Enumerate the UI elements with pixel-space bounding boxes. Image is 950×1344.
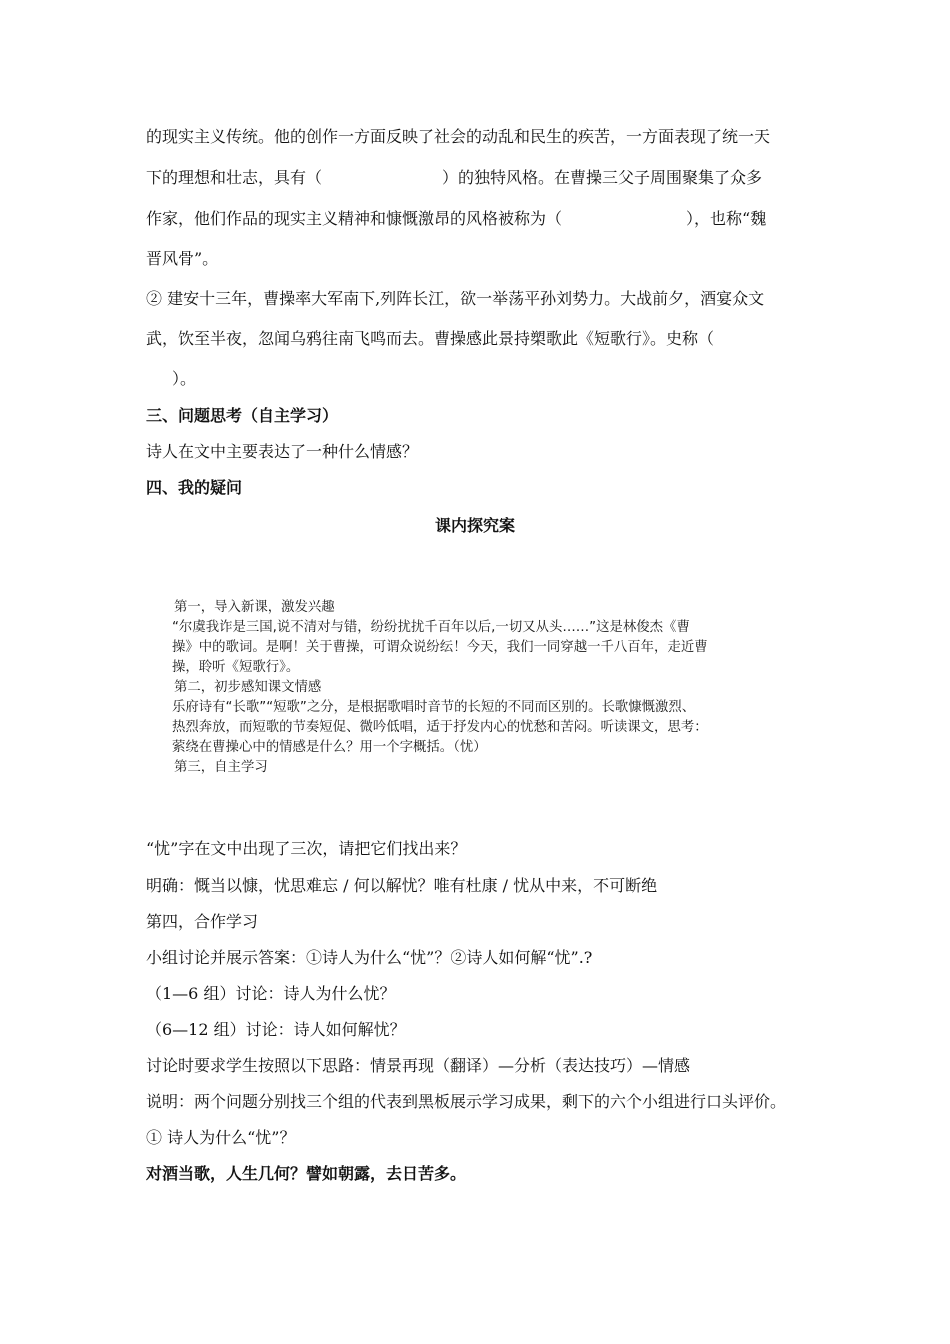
text-line: ）。 — [172, 369, 197, 388]
image-text-line: 热烈奔放，而短歌的节奏短促、微吟低唱，适于抒发内心的忧愁和苦闷。听读课文，思考： — [172, 720, 708, 735]
text-line: 晋风骨”。 — [146, 249, 219, 268]
text-line: 小组讨论并展示答案：①诗人为什么“忧”？②诗人如何解“忧”.? — [146, 948, 593, 967]
section-heading: 三、问题思考（自主学习） — [146, 406, 339, 425]
image-text-line: 第一，导入新课，激发兴趣 — [174, 600, 335, 615]
text-line: 第四，合作学习 — [146, 912, 259, 931]
text-line: 明确：慨当以慷，忧思难忘 / 何以解忧？唯有杜康 / 忧从中来，不可断绝 — [146, 876, 658, 895]
text-line: “忧”字在文中出现了三次，请把它们找出来？ — [146, 839, 467, 858]
text-line — [146, 208, 766, 230]
image-text-line: 第三，自主学习 — [174, 760, 268, 775]
text-line — [146, 167, 762, 189]
image-text-line: 乐府诗有“长歌”“短歌”之分，是根据歌唱时音节的长短的不同而区别的。长歌慷慨激烈、 — [172, 700, 696, 715]
text-line: 诗人在文中主要表达了一种什么情感？ — [146, 442, 419, 461]
text-line: 讨论时要求学生按照以下思路：情景再现（翻译）—分析（表达技巧）—情感 — [146, 1056, 691, 1075]
text-line: ① 诗人为什么“忧”？ — [146, 1128, 296, 1147]
text-fragment: ），也称“魏 — [686, 209, 767, 228]
image-text-line: 操，聆听《短歌行》。 — [172, 660, 300, 675]
bold-text-line: 对酒当歌，人生几何？譬如朝露，去日苦多。 — [146, 1164, 467, 1183]
image-text-line: 第二，初步感知课文情感 — [174, 680, 322, 695]
text-line: （1—6 组）讨论：诗人为什么忧？ — [146, 984, 396, 1003]
text-line: 说明：两个问题分别找三个组的代表到黑板展示学习成果，剩下的六个小组进行口头评价。 — [146, 1092, 787, 1111]
section-heading: 四、我的疑问 — [146, 478, 243, 497]
text-fragment: 下的理想和壮志，具有（ — [146, 168, 323, 187]
embedded-text-image — [172, 598, 772, 804]
page-title: 课内探究案 — [434, 516, 515, 535]
image-text-line: 操》中的歌词。是啊！关于曹操，可谓众说纷纭！今天，我们一同穿越一千八百年，走近曹 — [172, 640, 708, 655]
text-line: （6—12 组）讨论：诗人如何解忧？ — [146, 1020, 406, 1039]
text-line: ② 建安十三年，曹操率大军南下,列阵长江，欲一举荡平孙刘势力。大战前夕，酒宴众文 — [146, 289, 765, 308]
text-fragment: ）的独特风格。在曹操三父子周围聚集了众多 — [442, 168, 763, 187]
text-line: 的现实主义传统。他的创作一方面反映了社会的动乱和民生的疾苦，一方面表现了统一天 — [146, 127, 771, 146]
image-text-line: “尔虞我诈是三国,说不清对与错，纷纷扰扰千百年以后,一切又从头……”这是林俊杰《曹 — [172, 620, 690, 635]
text-fragment: 作家，他们作品的现实主义精神和慷慨激昂的风格被称为（ — [146, 209, 563, 228]
image-text-line: 萦绕在曹操心中的情感是什么？用一个字概括。（忧） — [172, 740, 487, 755]
text-line: 武，饮至半夜，忽闻乌鸦往南飞鸣而去。曹操感此景持槊歌此《短歌行》。史称（ — [146, 329, 715, 348]
